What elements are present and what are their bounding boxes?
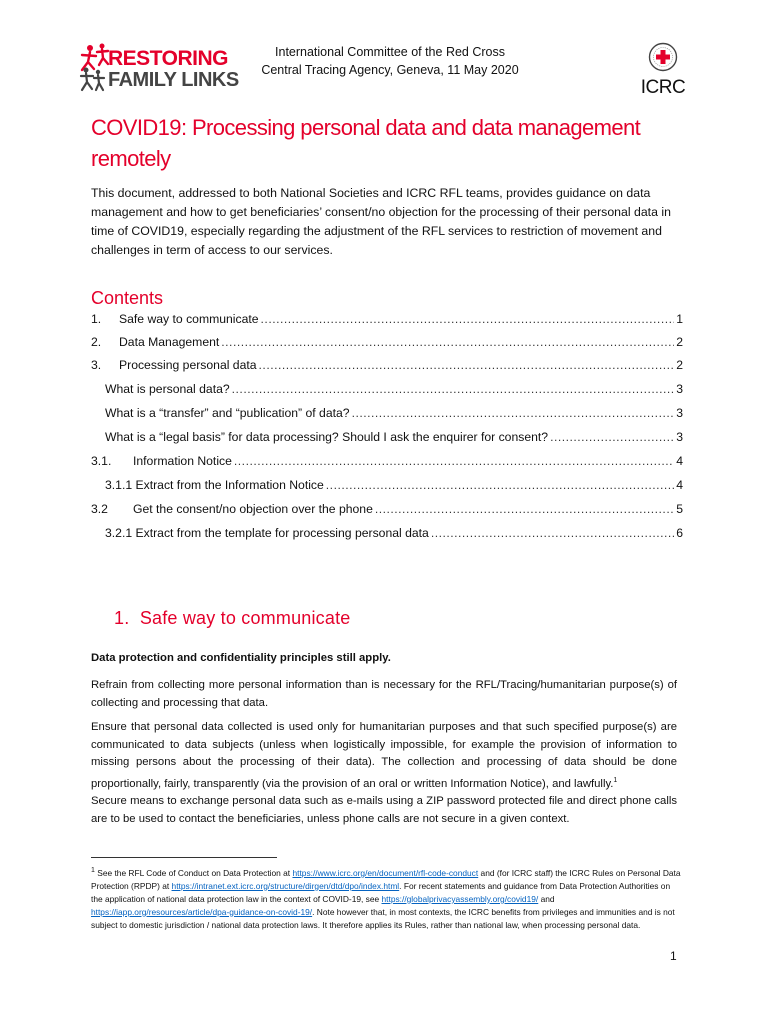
footnote-link[interactable]: https://www.icrc.org/en/document/rfl-code-conduct xyxy=(292,867,479,878)
toc-entry[interactable] xyxy=(105,430,683,448)
footnote-separator xyxy=(91,857,277,858)
restoring-family-links-logo xyxy=(78,40,248,94)
toc-entry-label: What is a “transfer” and “publication” of data? xyxy=(105,406,350,420)
toc-entry[interactable] xyxy=(91,312,683,330)
toc-entry-label: Get the consent/no objection over the phone xyxy=(133,502,373,516)
toc-entry-label: Safe way to communicate xyxy=(119,312,259,326)
toc-entry-number: 1. xyxy=(91,312,102,326)
red-cross-emblem-icon xyxy=(648,42,678,72)
footnote-text: . Note however that, in most contexts, the ICRC benefits from privileges and immunities and is not subject to domestic jurisdiction / national data protection laws. It therefore applies its Rules, rather than national law, when processing personal data. xyxy=(91,906,675,930)
toc-leader-dots xyxy=(234,454,674,468)
toc-leader-dots xyxy=(221,335,674,349)
document-title: COVID19: Processing personal data and data management remotely xyxy=(91,115,641,171)
toc-entry-page: 6 xyxy=(676,526,683,540)
toc-entry-number: 3. xyxy=(91,358,102,372)
document-header xyxy=(230,43,550,79)
toc-entry[interactable] xyxy=(105,478,683,496)
icrc-logo-text: ICRC xyxy=(640,77,686,98)
toc-entry-label: 3.2.1 Extract from the template for processing personal data xyxy=(105,526,429,540)
toc-leader-dots xyxy=(431,526,674,540)
footnote-marker: 1 xyxy=(91,867,95,874)
footnote-reference[interactable]: 1 xyxy=(613,776,618,784)
footnote-link[interactable]: https://globalprivacyassembly.org/covid19/ xyxy=(381,893,539,904)
toc-entry-label: 3.1.1 Extract from the Information Notice xyxy=(105,478,324,492)
toc-entry[interactable] xyxy=(105,526,683,544)
toc-leader-dots xyxy=(259,358,675,372)
toc-entry-page: 5 xyxy=(676,502,683,516)
toc-leader-dots xyxy=(550,430,674,444)
toc-entry[interactable] xyxy=(91,454,683,472)
toc-entry-page: 2 xyxy=(676,358,683,372)
organization-name: International Committee of the Red Cross xyxy=(275,45,505,59)
toc-entry-page: 3 xyxy=(676,382,683,396)
toc-leader-dots xyxy=(261,312,675,326)
paragraph-text: Ensure that personal data collected is used only for humanitarian purposes and that such specified purpose(s) are communicated to data subjects (unless when logistically impossible, for example the provision of information to missing persons about the processing of their data). The collection and processing of data should be done proportionally, fairly, transparently (via the provision of an oral or written Information Notice), and lawfully. xyxy=(91,721,677,790)
footnote-link[interactable]: https://iapp.org/resources/article/dpa-guidance-on-covid-19/ xyxy=(91,906,313,917)
footnote-text: and (for ICRC staff) the ICRC Rules on Personal Data Protection (RPDP) at xyxy=(91,867,681,891)
toc-entry-number: 3.1. xyxy=(91,454,112,468)
paragraph: Refrain from collecting more personal information than is necessary for the RFL/Tracing/humanitarian purpose(s) of collecting and processing that data. xyxy=(91,679,677,709)
intro-paragraph: This document, addressed to both National Societies and ICRC RFL teams, provides guidance on data management and how to get beneficiaries’ consent/no objection for the processing of their personal data in time of COVID19, especially regarding the adjustment of the RFL services to restriction of movement and challenges in term of access to our services. xyxy=(91,186,671,257)
toc-entry-page: 4 xyxy=(676,478,683,492)
toc-entry-page: 1 xyxy=(676,312,683,326)
toc-entry-page: 3 xyxy=(676,406,683,420)
toc-leader-dots xyxy=(232,382,675,396)
toc-entry[interactable] xyxy=(105,406,683,424)
toc-leader-dots xyxy=(326,478,674,492)
toc-entry-label: Information Notice xyxy=(133,454,232,468)
logo-line-restoring: RESTORING xyxy=(108,47,228,70)
toc-entry[interactable] xyxy=(91,502,683,520)
toc-entry-label: Data Management xyxy=(119,335,220,349)
page-number: 1 xyxy=(670,949,677,963)
paragraph xyxy=(91,719,677,793)
footnote xyxy=(91,864,683,932)
toc-entry[interactable] xyxy=(105,382,683,400)
toc-entry[interactable] xyxy=(91,335,683,353)
toc-entry-number: 2. xyxy=(91,335,102,349)
toc-entry-label: Processing personal data xyxy=(119,358,257,372)
toc-entry-page: 3 xyxy=(676,430,683,444)
toc-leader-dots xyxy=(352,406,675,420)
footnote-text: See the RFL Code of Conduct on Data Protection at xyxy=(97,867,291,878)
toc-entry-number: 3.2 xyxy=(91,502,108,516)
toc-entry-page: 2 xyxy=(676,335,683,349)
toc-entry-label: What is personal data? xyxy=(105,382,230,396)
logo-line-family-links: FAMILY LINKS xyxy=(108,69,239,91)
footnote-text: and xyxy=(540,893,555,904)
principles-statement: Data protection and confidentiality principles still apply. xyxy=(91,652,391,664)
contents-heading: Contents xyxy=(91,288,164,308)
toc-entry-label: What is a “legal basis” for data processing? Should I ask the enquirer for consent? xyxy=(105,430,549,444)
toc-entry[interactable] xyxy=(91,358,683,376)
toc-leader-dots xyxy=(375,502,674,516)
agency-date-line: Central Tracing Agency, Geneva, 11 May 2020 xyxy=(261,63,519,77)
footnote-link[interactable]: https://intranet.ext.icrc.org/structure/dirgen/dtd/dpo/index.html xyxy=(171,880,400,891)
section-heading: 1. Safe way to communicate xyxy=(114,608,351,628)
paragraph: Secure means to exchange personal data such as e-mails using a ZIP password protected file and direct phone calls are to be used to contact the beneficiaries, unless phone calls are not secure in a given context. xyxy=(91,795,677,825)
toc-entry-page: 4 xyxy=(676,454,683,468)
icrc-logo xyxy=(636,42,690,100)
footnote-text: . For recent statements and guidance from Data Protection Authorities on the application of national data protection law in the context of COVID-19, see xyxy=(91,880,671,904)
